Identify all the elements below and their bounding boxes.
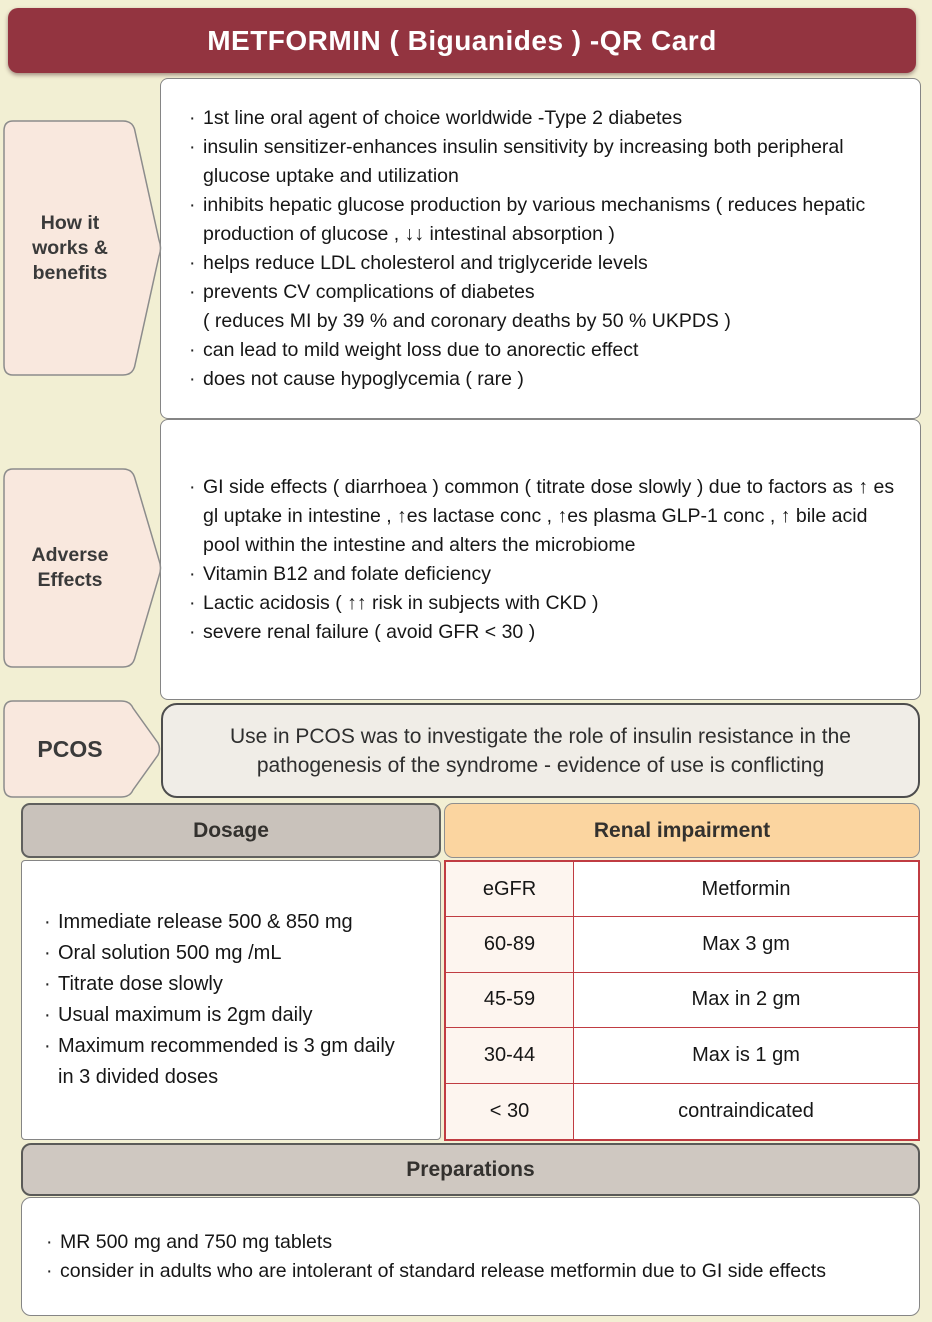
list-item: · Immediate release 500 & 850 mg [42,907,414,938]
dosage-panel [21,860,441,1140]
how-it-works-label [3,120,163,376]
list-item: · consider in adults who are intolerant of standard release metformin due to GI side effects [44,1257,901,1286]
list-item: · Lactic acidosis ( ↑↑ risk in subjects with CKD ) [187,589,906,618]
label-text: PCOS [37,735,103,762]
list-item: · Maximum recommended is 3 gm daily in 3 divided doses [42,1031,414,1093]
table-cell-egfr: eGFR [446,862,574,917]
list-item: · helps reduce LDL cholesterol and triglyceride levels [187,249,904,278]
dosage-header [21,803,441,858]
table-cell: 45-59 [446,973,574,1028]
adverse-effects-label [3,468,163,668]
preparations-list [44,1228,901,1286]
adverse-effects-label-text [3,468,137,668]
dosage-list [42,907,414,1093]
label-text: Adverse Effects [31,544,109,591]
how-it-works-panel [160,78,921,419]
table-cell: Max is 1 gm [574,1028,918,1083]
list-item: · Oral solution 500 mg /mL [42,938,414,969]
table-cell: 30-44 [446,1028,574,1083]
dosage-header-text: Dosage [193,818,269,842]
list-item: · inhibits hepatic glucose production by various mechanisms ( reduces hepatic production of glucose , ↓↓ intestinal absorption ) [187,191,904,249]
adverse-effects-panel [160,419,921,700]
preparations-header-text: Preparations [406,1157,535,1181]
list-item: · GI side effects ( diarrhoea ) common ( titrate dose slowly ) due to factors as ↑ es gl uptake in intestine , ↑es lactase conc , ↑es plasma GLP-1 conc , ↑ bile acid pool within the intestine and alters the microbiome [187,473,906,560]
list-item: · MR 500 mg and 750 mg tablets [44,1228,901,1257]
table-cell: Max in 2 gm [574,973,918,1028]
table-cell-metformin: Metformin [574,862,918,917]
pcos-note-box [161,703,920,798]
preparations-panel [21,1197,920,1316]
pcos-note-text: Use in PCOS was to investigate the role of insulin resistance in the pathogenesis of the syndrome - evidence of use is conflicting [230,724,851,777]
pcos-label-text [3,700,137,798]
preparations-header [21,1143,920,1196]
renal-impairment-header [444,803,920,858]
how-it-works-label-text [3,120,137,376]
list-item: · severe renal failure ( avoid GFR < 30 ) [187,618,906,647]
list-item: · Vitamin B12 and folate deficiency [187,560,906,589]
list-item: · does not cause hypoglycemia ( rare ) [187,365,904,394]
list-item: · Usual maximum is 2gm daily [42,1000,414,1031]
pcos-label [3,700,163,798]
adverse-effects-list [187,473,906,647]
table-cell: Max 3 gm [574,917,918,972]
list-item: · can lead to mild weight loss due to anorectic effect [187,336,904,365]
table-cell: contraindicated [678,1099,814,1122]
table-cell: < 30 [446,1084,574,1139]
list-item: · Titrate dose slowly [42,969,414,1000]
list-item: · insulin sensitizer-enhances insulin sensitivity by increasing both peripheral glucose uptake and utilization [187,133,904,191]
renal-impairment-table [444,860,920,1141]
label-text: How it works & benefits [32,211,108,284]
page-title: METFORMIN ( Biguanides ) -QR Card [207,24,717,56]
list-item-continuation: ( reduces MI by 39 % and coronary deaths by 50 % UKPDS ) [203,309,731,332]
table-cell: 60-89 [446,917,574,972]
list-item: · prevents CV complications of diabetes [187,278,904,307]
card-title-banner [8,8,916,73]
list-item: · 1st line oral agent of choice worldwide -Type 2 diabetes [187,104,904,133]
renal-impairment-header-text: Renal impairment [593,818,771,842]
how-it-works-list [187,104,904,394]
